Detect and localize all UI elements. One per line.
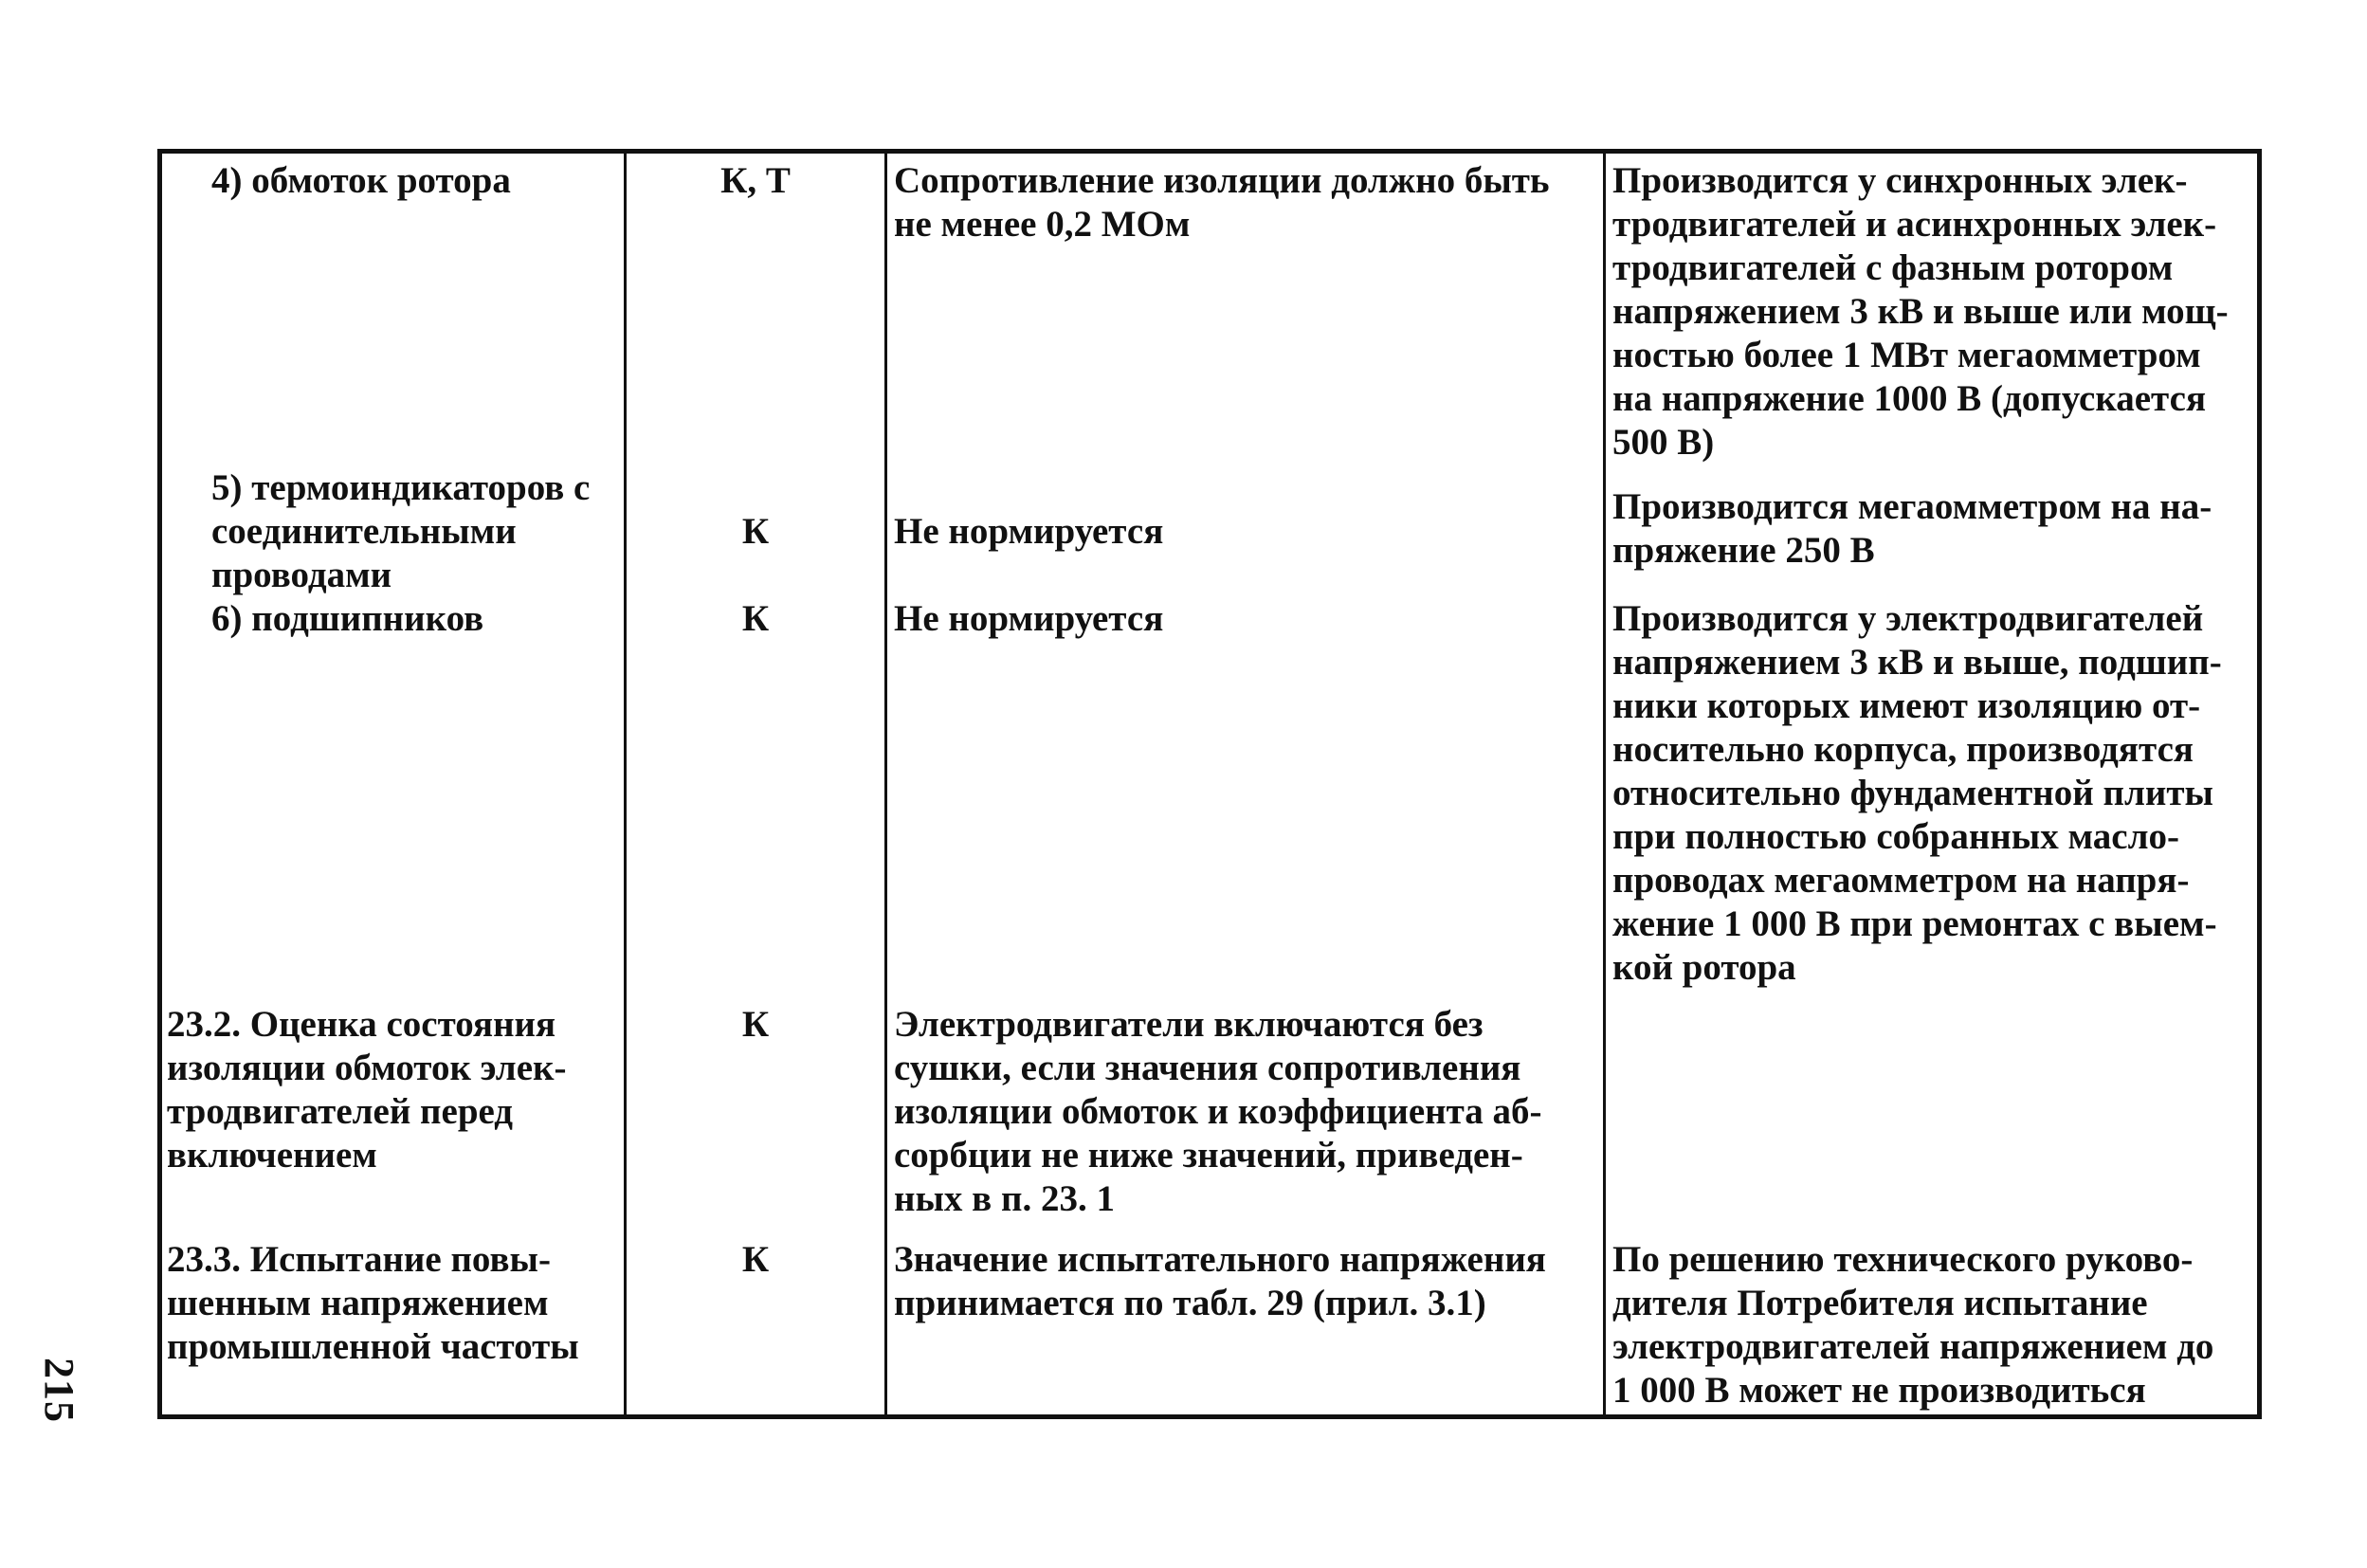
- page-number: 215: [36, 1358, 82, 1423]
- test-name-cell: 5) термоиндикаторов с соединительными проводами: [211, 467, 591, 595]
- repair-type-cell: К: [741, 1004, 770, 1045]
- test-name-cell: 4) обмоток ротора: [211, 160, 511, 201]
- column-divider: [624, 154, 627, 1414]
- test-requirements-table: [157, 149, 2262, 1419]
- norm-cell: Электродвигатели включаются без сушки, если значения сопротивления изоляции обмоток и коэффициента аб- сорбции не ниже значений, приведен- ных в п. 23. 1: [894, 1004, 1542, 1219]
- column-divider: [884, 154, 887, 1414]
- repair-type-cell: К: [741, 511, 770, 552]
- repair-type-cell: К: [741, 598, 770, 639]
- instructions-cell: Производится у синхронных элек- тродвигателей и асинхронных элек- тродвигателей с фазным ротором напряжением 3 кВ и выше или мощ- ностью более 1 МВт мегаомметром на напряжение 1000 В (допускается 500 В): [1612, 160, 2229, 463]
- norm-cell: Не нормируется: [894, 598, 1164, 639]
- norm-cell: Значение испытательного напряжения принимается по табл. 29 (прил. 3.1): [894, 1239, 1546, 1323]
- column-divider: [1603, 154, 1606, 1414]
- test-name-cell: 6) подшипников: [211, 598, 484, 639]
- instructions-cell: Производится мегаомметром на на- пряжение 250 В: [1612, 486, 2212, 571]
- instructions-cell: Производится у электродвигателей напряжением 3 кВ и выше, подшип- ники которых имеют изоляцию от- носительно корпуса, производятся относительно фундаментной плиты при полностью собранных масло- проводах мегаомметром на напря- жение 1 000 В при ремонтах с выем- кой ротора: [1612, 598, 2222, 988]
- test-name-cell: 23.2. Оценка состояния изоляции обмоток элек- тродвигателей перед включением: [167, 1004, 567, 1176]
- repair-type-cell: К: [741, 1239, 770, 1280]
- instructions-cell: По решению технического руково- дителя Потребителя испытание электродвигателей напряжением до 1 000 В может не производиться: [1612, 1239, 2214, 1411]
- test-name-cell: 23.3. Испытание повы- шенным напряжением промышленной частоты: [167, 1239, 579, 1367]
- norm-cell: Не нормируется: [894, 511, 1164, 552]
- repair-type-cell: К, Т: [720, 160, 791, 201]
- norm-cell: Сопротивление изоляции должно быть не менее 0,2 МОм: [894, 160, 1550, 245]
